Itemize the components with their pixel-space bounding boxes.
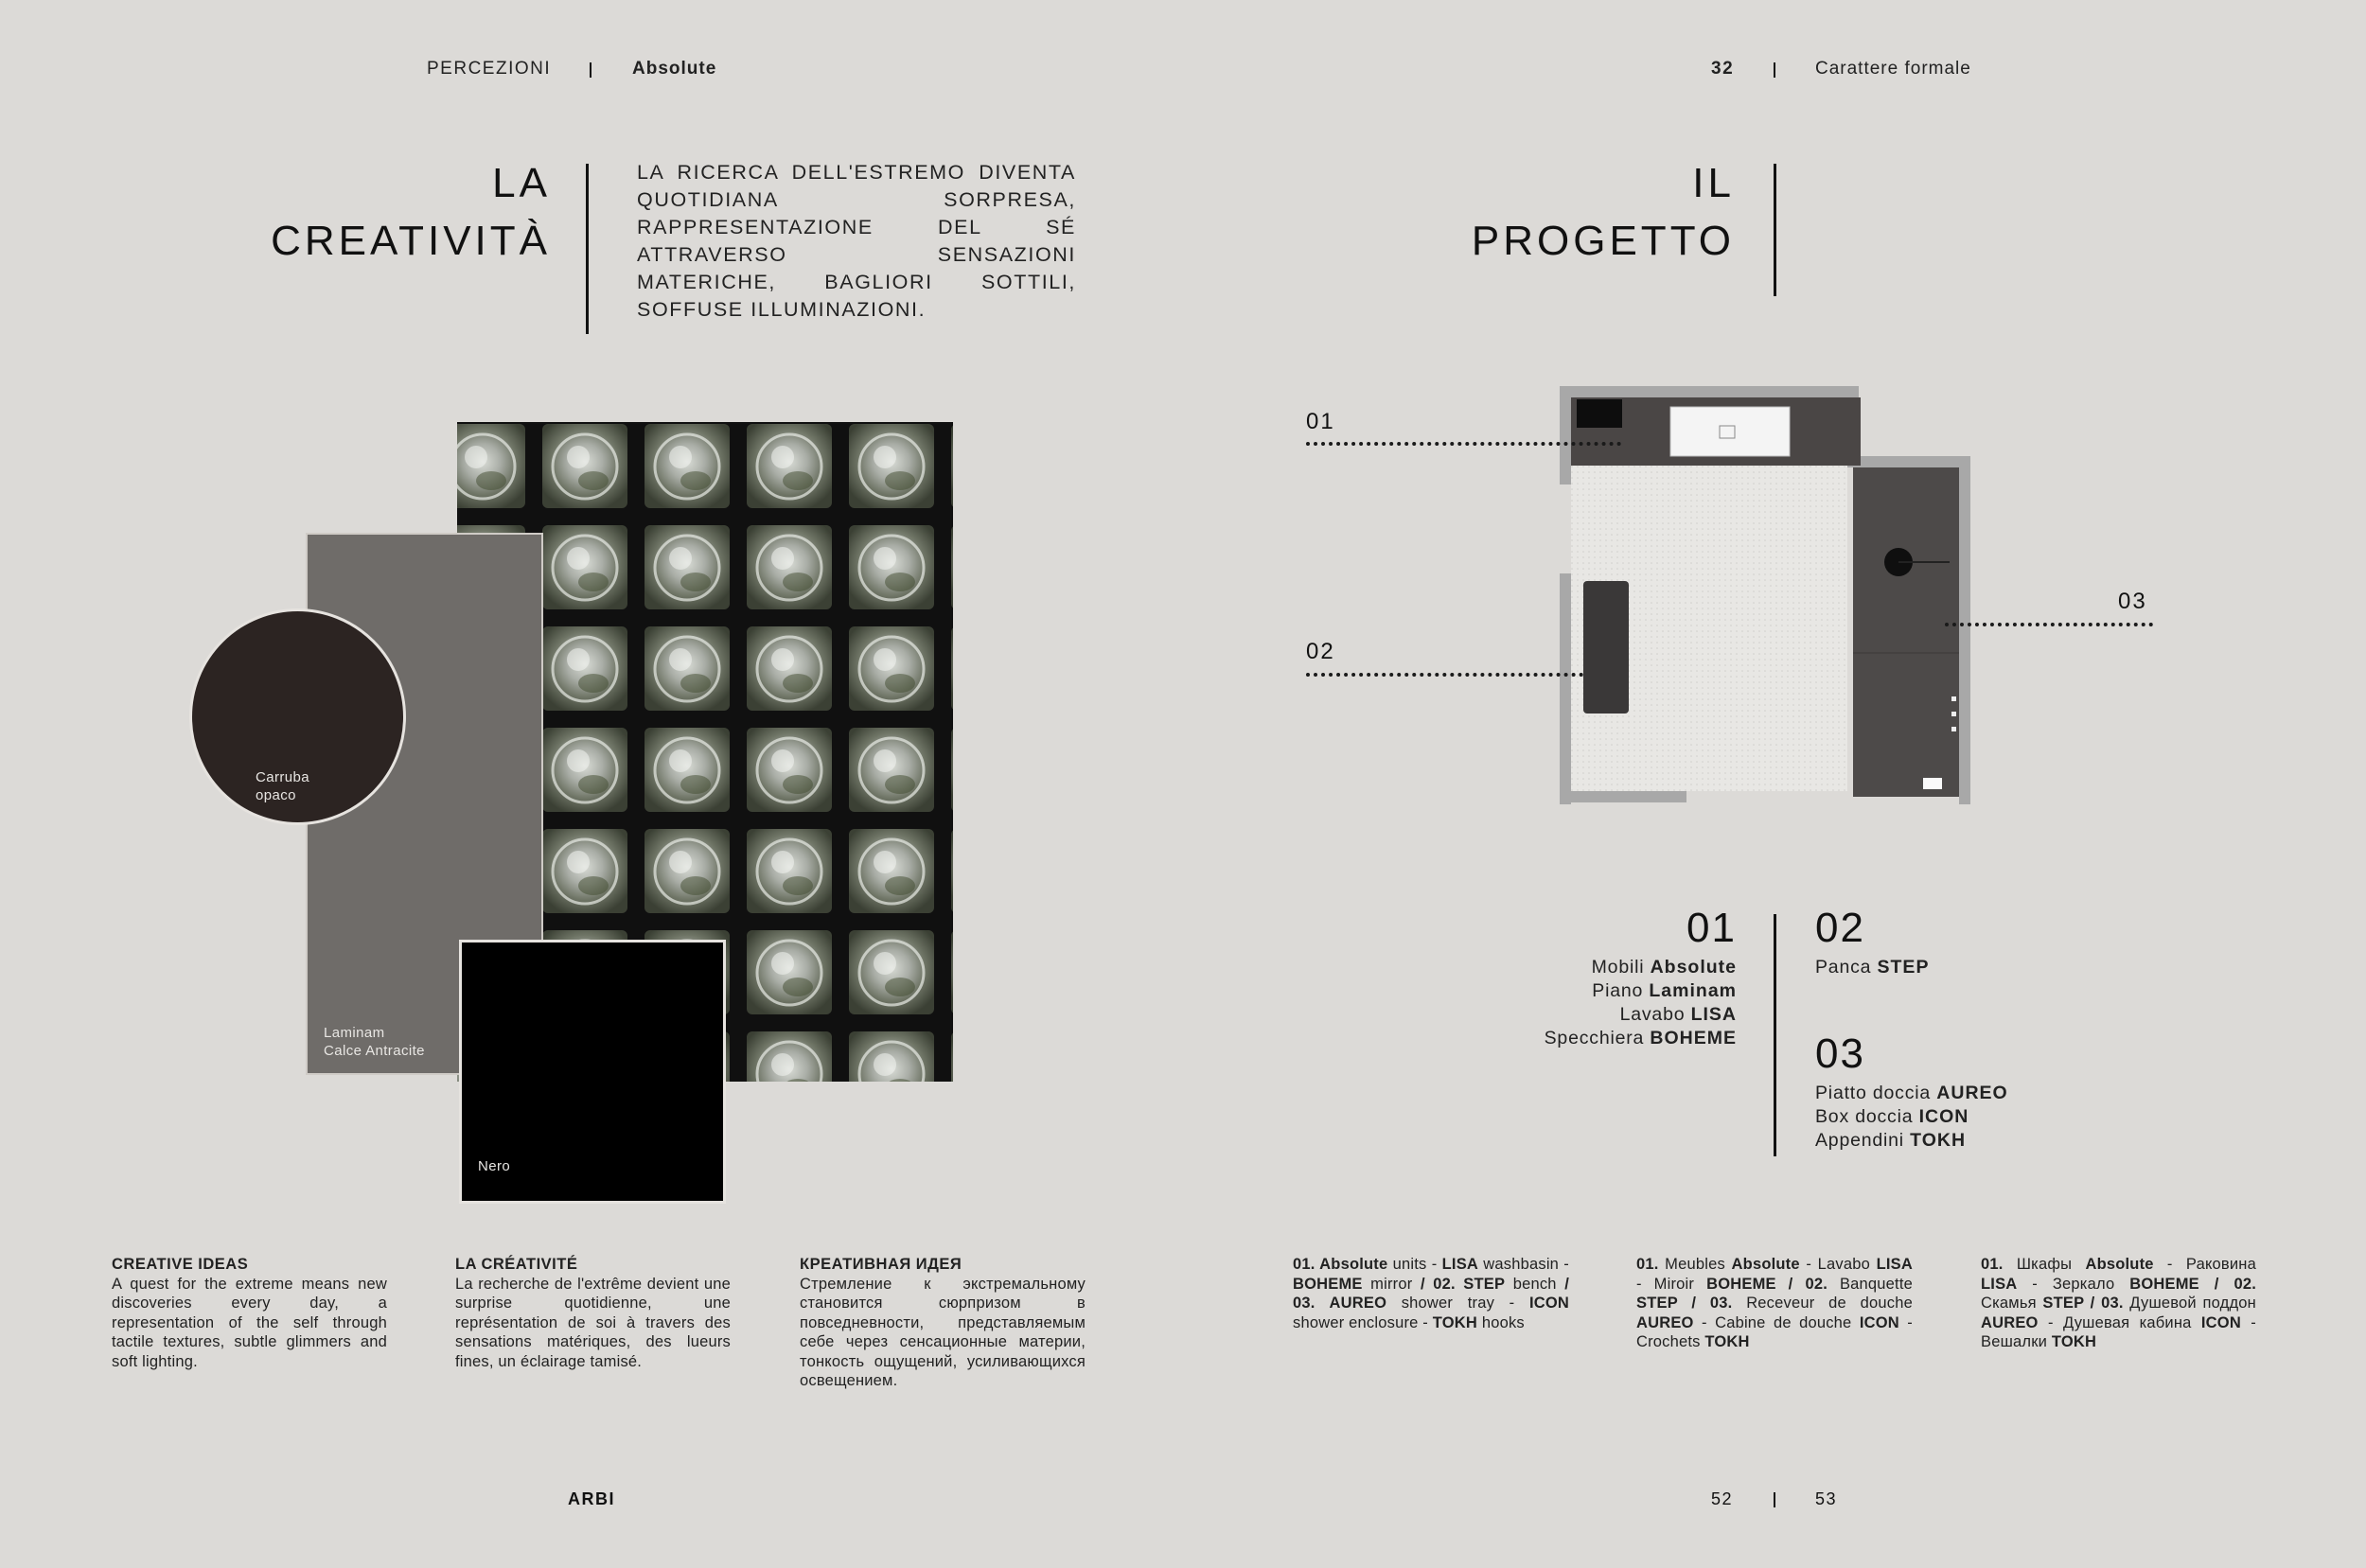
nero-swatch <box>459 940 726 1204</box>
product-column-en <box>1293 1255 1569 1332</box>
legend-item: Piano Laminam <box>1592 980 1737 1001</box>
product-text: - Cabine de douche <box>1693 1313 1860 1331</box>
right-title-line1: IL <box>1692 160 1735 206</box>
product-name: AUREO <box>1636 1313 1694 1331</box>
product-text: hooks <box>1477 1313 1525 1331</box>
header-divider <box>590 62 592 78</box>
header-title: Absolute <box>632 59 717 79</box>
leader-line-02 <box>1306 673 1583 677</box>
product-name: LISA <box>1441 1256 1479 1273</box>
product-name: Absolute <box>1731 1256 1800 1273</box>
product-name: 01. Absolute <box>1293 1256 1388 1273</box>
product-name: / 02. STEP <box>1420 1275 1506 1293</box>
product-name: 01. <box>1981 1256 2004 1273</box>
carruba-label-line2: opaco <box>256 787 296 803</box>
legend-number: 02 <box>1815 905 1865 951</box>
carruba-label <box>256 768 309 804</box>
product-text: - Crochets <box>1636 1313 1913 1350</box>
column-text: Стремление к экстремальному становится сюрпризом в повседневности, представляемым себе через сенсационные материи, тонкость ощущений, усиливающихся освещением. <box>800 1275 1086 1389</box>
product-name: ICON <box>1528 1295 1570 1312</box>
product-text: washbasin - <box>1478 1256 1569 1273</box>
legend-group-03 <box>1815 1031 2008 1153</box>
legend-group-01 <box>1545 905 1737 1050</box>
product-text: Banquette <box>1827 1275 1913 1293</box>
right-page-title <box>1472 154 1735 270</box>
product-name: 01. <box>1636 1256 1659 1273</box>
text-column-ru <box>800 1255 1086 1391</box>
leader-line-03 <box>1945 623 2153 626</box>
product-text: Шкафы <box>2003 1256 2086 1273</box>
product-name: STEP / 03. <box>1636 1295 1733 1312</box>
legend-item: Mobili Absolute <box>1591 957 1737 978</box>
product-text: Душевой поддон <box>2123 1295 2256 1312</box>
left-page-title <box>271 154 551 270</box>
laminam-label-line2: Calce Antracite <box>324 1043 425 1059</box>
product-text: mirror <box>1362 1275 1421 1293</box>
legend-group-02 <box>1815 905 1929 979</box>
header-divider-right <box>1774 62 1775 78</box>
product-name: Absolute <box>2085 1256 2154 1273</box>
legend-number: 03 <box>1815 1031 1865 1077</box>
product-text: - Miroir <box>1636 1275 1707 1293</box>
column-title: LA CRÉATIVITÉ <box>455 1256 578 1273</box>
product-name: TOKH <box>2051 1333 2097 1350</box>
product-text: Скамья <box>1981 1295 2043 1312</box>
product-name: BOHEME <box>1293 1275 1363 1293</box>
product-column-ru <box>1981 1255 2256 1352</box>
column-title: КРЕАТИВНАЯ ИДЕЯ <box>800 1256 962 1273</box>
intro-text: LA RICERCA DELL'ESTREMO DIVENTA QUOTIDIANA SORPRESA, RAPPRESENTAZIONE DEL SÉ ATTRAVERSO SENSAZIONI MATERICHE, BAGLIORI SOTTILI, SOFFUSE ILLUMINAZIONI. <box>637 161 1076 321</box>
product-text: shower tray - <box>1386 1295 1529 1312</box>
header-right-title: Carattere formale <box>1815 59 1971 79</box>
carruba-label-line1: Carruba <box>256 769 309 785</box>
legend-item: Piatto doccia AUREO <box>1815 1083 2008 1103</box>
footer-brand: ARBI <box>568 1489 615 1508</box>
product-name: ICON <box>1859 1313 1899 1331</box>
footer-page-left: 52 <box>1711 1489 1734 1508</box>
nero-label: Nero <box>478 1158 511 1174</box>
column-title: CREATIVE IDEAS <box>112 1256 249 1273</box>
title-divider-left <box>586 164 589 334</box>
plan-label-03: 03 <box>2118 589 2147 614</box>
legend-item: Panca STEP <box>1815 957 1930 978</box>
left-title-line2: CREATIVITÀ <box>271 218 551 264</box>
plan-label-01: 01 <box>1306 409 1335 434</box>
legend-list <box>1815 1082 2008 1153</box>
product-name: BOHEME / 02. <box>1706 1275 1827 1293</box>
product-text: - Вешалки <box>1981 1313 2256 1350</box>
product-name: TOKH <box>1704 1333 1750 1350</box>
product-name: LISA <box>1981 1275 2018 1293</box>
product-name: ICON <box>2200 1313 2241 1331</box>
product-name: AUREO <box>1981 1313 2039 1331</box>
legend-item: Lavabo LISA <box>1619 1004 1737 1025</box>
product-name: STEP / 03. <box>2042 1295 2124 1312</box>
column-text: A quest for the extreme means new discoveries every day, a representation of the self through tactile textures, subtle glimmers and soft lighting. <box>112 1275 387 1370</box>
legend-item: Appendini TOKH <box>1815 1130 1967 1151</box>
text-column-en <box>112 1255 387 1371</box>
product-text: - Зеркало <box>2017 1275 2130 1293</box>
laminam-label <box>324 1024 425 1060</box>
carruba-swatch <box>189 608 406 825</box>
product-column-fr <box>1636 1255 1913 1352</box>
left-title-line1: LA <box>492 160 551 206</box>
product-text: bench <box>1505 1275 1565 1293</box>
product-name: TOKH <box>1432 1313 1478 1331</box>
product-text: shower enclosure - <box>1293 1313 1433 1331</box>
text-column-fr <box>455 1255 731 1371</box>
footer-page-right: 53 <box>1815 1489 1838 1508</box>
product-name: BOHEME / 02. <box>2129 1275 2257 1293</box>
legend-divider <box>1774 914 1776 1156</box>
header-section: PERCEZIONI <box>427 59 552 79</box>
legend-list <box>1545 956 1737 1050</box>
product-text: Meubles <box>1658 1256 1732 1273</box>
product-text: units - <box>1387 1256 1442 1273</box>
laminam-label-line1: Laminam <box>324 1025 385 1041</box>
product-text: Receveur de douche <box>1732 1295 1913 1312</box>
legend-item: Box doccia ICON <box>1815 1106 1969 1127</box>
product-text: - Раковина <box>2153 1256 2256 1273</box>
header-page-number: 32 <box>1711 59 1735 79</box>
product-text: - Душевая кабина <box>2038 1313 2201 1331</box>
plan-label-02: 02 <box>1306 639 1335 664</box>
column-text: La recherche de l'extrême devient une surprise quotidienne, une représentation de soi à travers des sensations matériques, des lueurs fines, un éclairage tamisé. <box>455 1275 731 1370</box>
legend-item: Specchiera BOHEME <box>1544 1028 1737 1048</box>
footer-divider <box>1774 1492 1775 1507</box>
product-name: / 03. AUREO <box>1293 1275 1569 1312</box>
legend-number: 01 <box>1686 905 1737 951</box>
product-text: - Lavabo <box>1799 1256 1877 1273</box>
title-divider-right <box>1774 164 1776 296</box>
leader-line-01 <box>1306 442 1621 446</box>
legend-list <box>1815 956 1929 979</box>
product-name: LISA <box>1876 1256 1913 1273</box>
right-title-line2: PROGETTO <box>1471 218 1735 264</box>
